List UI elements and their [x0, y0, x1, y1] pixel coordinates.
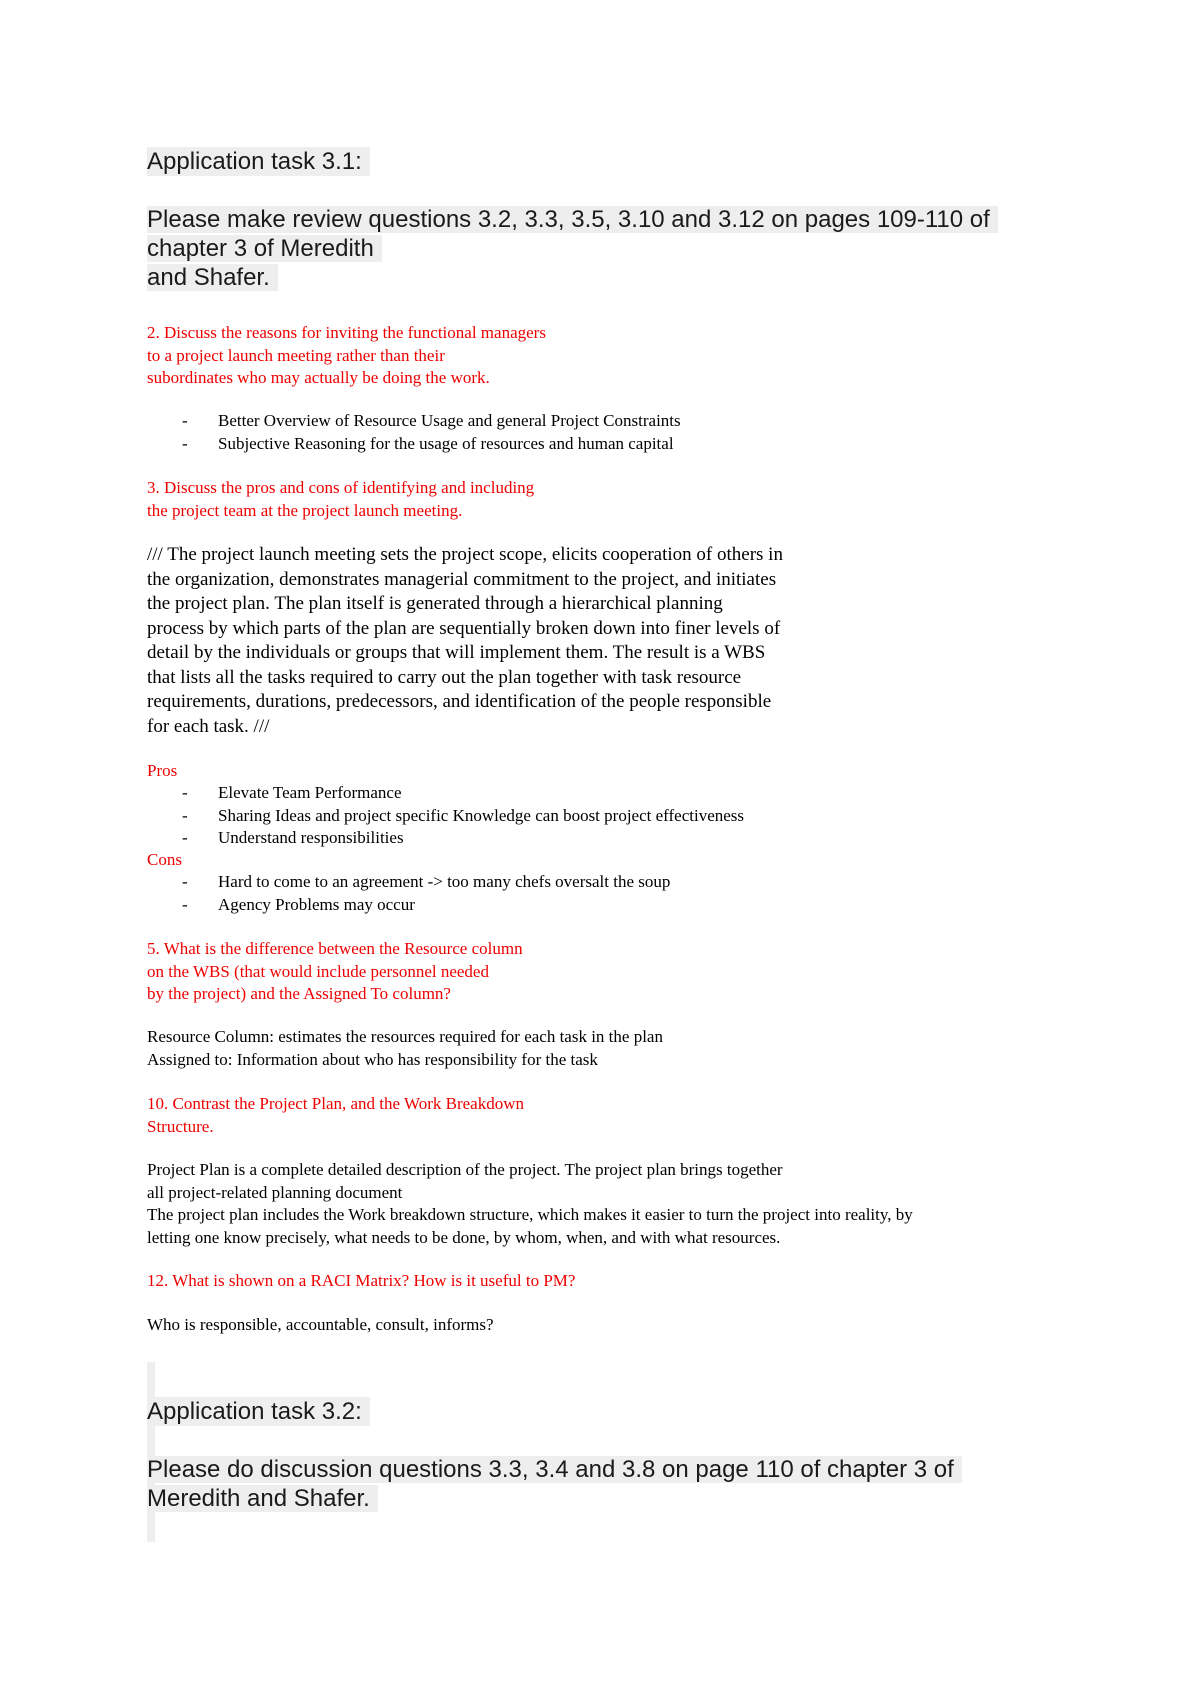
pros-list — [182, 782, 744, 850]
question-3-quote — [147, 543, 783, 739]
answer-line: Assigned to: Information about who has responsibility for the task — [147, 1049, 598, 1069]
answer-line: Project Plan is a complete detailed description of the project. The project plan brings together — [147, 1160, 783, 1179]
task-3-1-instruction-line: chapter 3 of Meredith — [147, 235, 382, 262]
highlight-gutter — [147, 1362, 155, 1542]
question-line: 2. Discuss the reasons for inviting the functional managers — [147, 323, 546, 342]
question-line: 5. What is the difference between the Resource column — [147, 939, 523, 958]
list-item: - Hard to come to an agreement -> too many chefs oversalt the soup — [182, 872, 671, 891]
answer-line: letting one know precisely, what needs to be done, by whom, when, and with what resources. — [147, 1227, 781, 1247]
list-item: - Understand responsibilities — [182, 828, 404, 847]
list-item: - Better Overview of Resource Usage and general Project Constraints — [182, 411, 681, 430]
task-3-2-instruction — [147, 1455, 962, 1513]
question-5-answer — [147, 1026, 663, 1071]
cons-list — [182, 871, 670, 916]
list-item: - Elevate Team Performance — [182, 783, 402, 802]
question-10 — [147, 1093, 524, 1138]
question-5 — [147, 938, 523, 1006]
question-line: the project team at the project launch meeting. — [147, 500, 463, 520]
question-line: 3. Discuss the pros and cons of identifying and including — [147, 478, 535, 497]
task-3-2-title: Application task 3.2: — [147, 1397, 370, 1426]
quote-line: process by which parts of the plan are sequentially broken down into finer levels of — [147, 617, 781, 639]
question-2-answer-list — [182, 410, 681, 455]
answer-line: all project-related planning document — [147, 1182, 403, 1202]
quote-line: for each task. /// — [147, 715, 270, 737]
list-item: - Subjective Reasoning for the usage of resources and human capital — [182, 433, 674, 453]
question-10-answer — [147, 1159, 913, 1249]
question-line: to a project launch meeting rather than their — [147, 345, 445, 365]
question-12: 12. What is shown on a RACI Matrix? How is it useful to PM? — [147, 1271, 576, 1290]
question-line: Structure. — [147, 1116, 214, 1136]
question-line: on the WBS (that would include personnel needed — [147, 961, 489, 981]
task-3-2-instruction-line: Meredith and Shafer. — [147, 1485, 378, 1512]
quote-line: the organization, demonstrates managerial commitment to the project, and initiates — [147, 568, 777, 590]
quote-line: /// The project launch meeting sets the project scope, elicits cooperation of others in — [147, 544, 783, 565]
list-item: - Sharing Ideas and project specific Knowledge can boost project effectiveness — [182, 805, 745, 825]
question-line: 10. Contrast the Project Plan, and the Work Breakdown — [147, 1094, 524, 1113]
task-3-1-instruction — [147, 205, 998, 292]
quote-line: requirements, durations, predecessors, and identification of the people responsible — [147, 691, 772, 712]
quote-line: that lists all the tasks required to carry out the plan together with task resource — [147, 666, 742, 688]
task-3-1-title: Application task 3.1: — [147, 147, 370, 176]
pros-label: Pros — [147, 761, 178, 780]
answer-line: The project plan includes the Work breakdown structure, which makes it easier to turn the project into reality, by — [147, 1205, 913, 1224]
question-line: subordinates who may actually be doing the work. — [147, 368, 490, 387]
task-3-2-instruction-line: Please do discussion questions 3.3, 3.4 and 3.8 on page 110 of chapter 3 of — [147, 1456, 962, 1483]
quote-line: detail by the individuals or groups that will implement them. The result is a WBS — [147, 642, 766, 663]
cons-label: Cons — [147, 850, 182, 869]
list-item: - Agency Problems may occur — [182, 894, 415, 914]
question-line: by the project) and the Assigned To column? — [147, 984, 451, 1003]
question-3 — [147, 477, 534, 522]
question-2 — [147, 322, 546, 390]
question-12-answer: Who is responsible, accountable, consult, informs? — [147, 1315, 494, 1334]
quote-line: the project plan. The plan itself is generated through a hierarchical planning — [147, 593, 723, 614]
task-3-1-instruction-line: Please make review questions 3.2, 3.3, 3.5, 3.10 and 3.12 on pages 109-110 of — [147, 206, 998, 233]
task-3-1-instruction-line: and Shafer. — [147, 264, 278, 291]
answer-line: Resource Column: estimates the resources required for each task in the plan — [147, 1027, 663, 1046]
